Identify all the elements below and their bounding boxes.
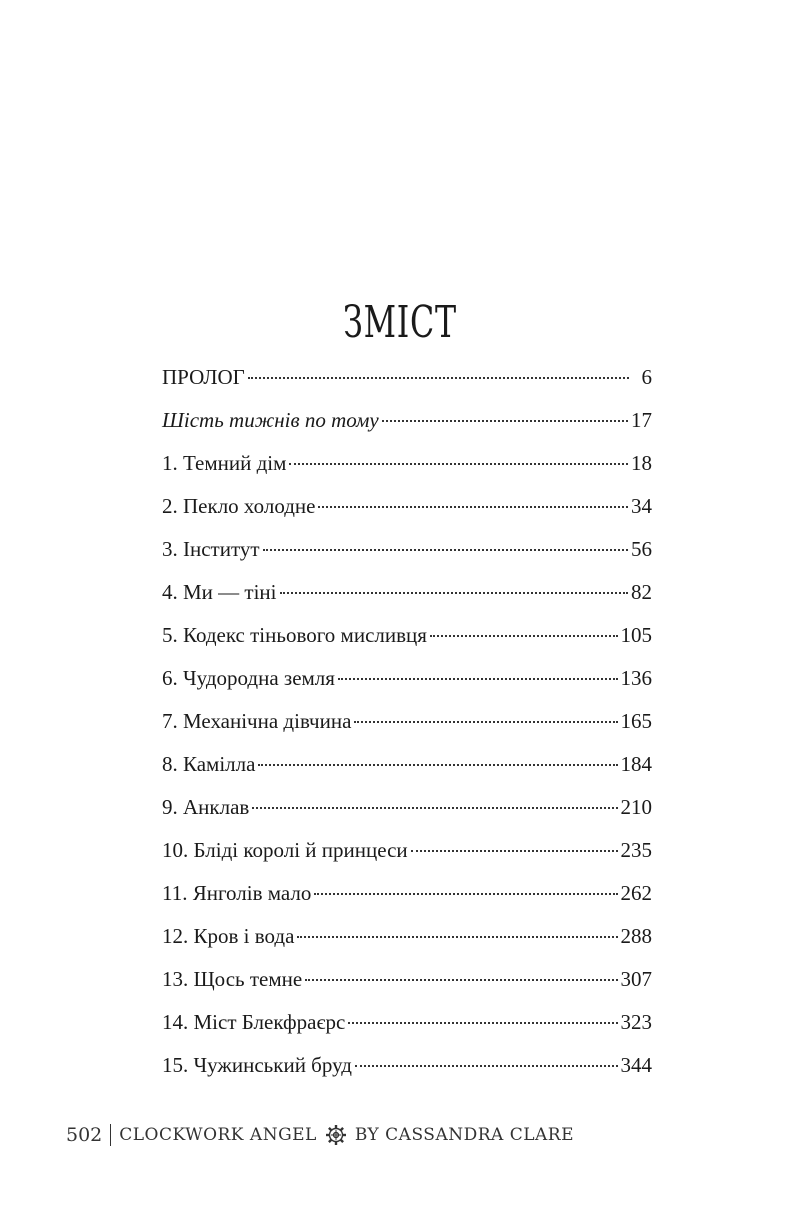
toc-entry-page: 82	[631, 580, 652, 604]
toc-entry-title: 14. Міст Блекфраєрс	[162, 1010, 346, 1034]
dot-leader	[280, 592, 629, 594]
toc-entry-title: 2. Пекло холодне	[162, 494, 316, 518]
dot-leader	[314, 893, 617, 895]
toc-entry-page: 210	[620, 795, 652, 819]
dot-leader	[354, 721, 617, 723]
toc-entry-page: 56	[631, 537, 652, 561]
toc-entry-title: 13. Щось темне	[162, 967, 303, 991]
toc-entry-page: 323	[620, 1010, 652, 1034]
toc-entry-title: 15. Чужинський бруд	[162, 1053, 352, 1077]
dot-leader	[289, 463, 628, 465]
toc-entry-page: 344	[620, 1053, 652, 1077]
toc-entry	[162, 752, 652, 795]
gear-icon	[325, 1124, 347, 1146]
toc-entry-title: 5. Кодекс тіньового мисливця	[162, 623, 427, 647]
toc-entry	[162, 1010, 652, 1053]
dot-leader	[318, 506, 628, 508]
toc-entry-page: 235	[620, 838, 652, 862]
dot-leader	[305, 979, 617, 981]
toc-entry	[162, 1053, 652, 1096]
table-of-contents	[162, 365, 652, 1096]
toc-entry-title: 6. Чудородна земля	[162, 666, 335, 690]
dot-leader	[248, 377, 629, 379]
dot-leader	[411, 850, 618, 852]
toc-entry	[162, 537, 652, 580]
dot-leader	[430, 635, 618, 637]
toc-entry-page: 262	[620, 881, 652, 905]
toc-entry-title: 11. Янголів мало	[162, 881, 312, 905]
toc-entry-page: 165	[620, 709, 652, 733]
toc-entry	[162, 666, 652, 709]
toc-entry-page: 105	[620, 623, 652, 647]
toc-entry-title: 10. Бліді королі й принцеси	[162, 838, 408, 862]
toc-entry-title: Шість тижнів по тому	[162, 408, 379, 432]
toc-entry-title: 4. Ми — тіні	[162, 580, 277, 604]
page-title: ЗМІСТ	[343, 297, 457, 349]
toc-entry	[162, 580, 652, 623]
toc-entry-page: 17	[631, 408, 652, 432]
dot-leader	[252, 807, 617, 809]
toc-entry-title: 8. Камілла	[162, 752, 256, 776]
toc-entry-title: 1. Темний дім	[162, 451, 287, 475]
toc-entry-page: 288	[620, 924, 652, 948]
toc-entry	[162, 924, 652, 967]
toc-entry-page: 18	[631, 451, 652, 475]
toc-entry-page: 184	[620, 752, 652, 776]
dot-leader	[382, 420, 628, 422]
page-footer	[66, 1124, 574, 1146]
toc-entry-title: 9. Анклав	[162, 795, 250, 819]
toc-entry-title: ПРОЛОГ	[162, 365, 245, 389]
toc-entry	[162, 365, 652, 408]
toc-entry	[162, 795, 652, 838]
toc-entry	[162, 838, 652, 881]
book-author: BY CASSANDRA CLARE	[354, 1125, 575, 1145]
page-number: 502	[66, 1124, 103, 1146]
toc-entry	[162, 967, 652, 1010]
toc-entry-page: 307	[620, 967, 652, 991]
toc-entry	[162, 709, 652, 752]
toc-entry-title: 12. Кров і вода	[162, 924, 295, 948]
toc-entry	[162, 451, 652, 494]
toc-entry	[162, 494, 652, 537]
toc-entry	[162, 623, 652, 666]
footer-divider	[110, 1124, 111, 1146]
dot-leader	[297, 936, 617, 938]
toc-entry	[162, 408, 652, 451]
toc-entry-title: 3. Інститут	[162, 537, 260, 561]
book-title: CLOCKWORK ANGEL	[119, 1125, 317, 1145]
dot-leader	[348, 1022, 617, 1024]
toc-entry-page: 34	[631, 494, 652, 518]
dot-leader	[338, 678, 618, 680]
dot-leader	[263, 549, 628, 551]
toc-entry-page: 6	[641, 365, 652, 389]
toc-entry-title: 7. Механічна дівчина	[162, 709, 352, 733]
dot-leader	[355, 1065, 618, 1067]
dot-leader	[258, 764, 617, 766]
toc-entry	[162, 881, 652, 924]
toc-entry-page: 136	[620, 666, 652, 690]
